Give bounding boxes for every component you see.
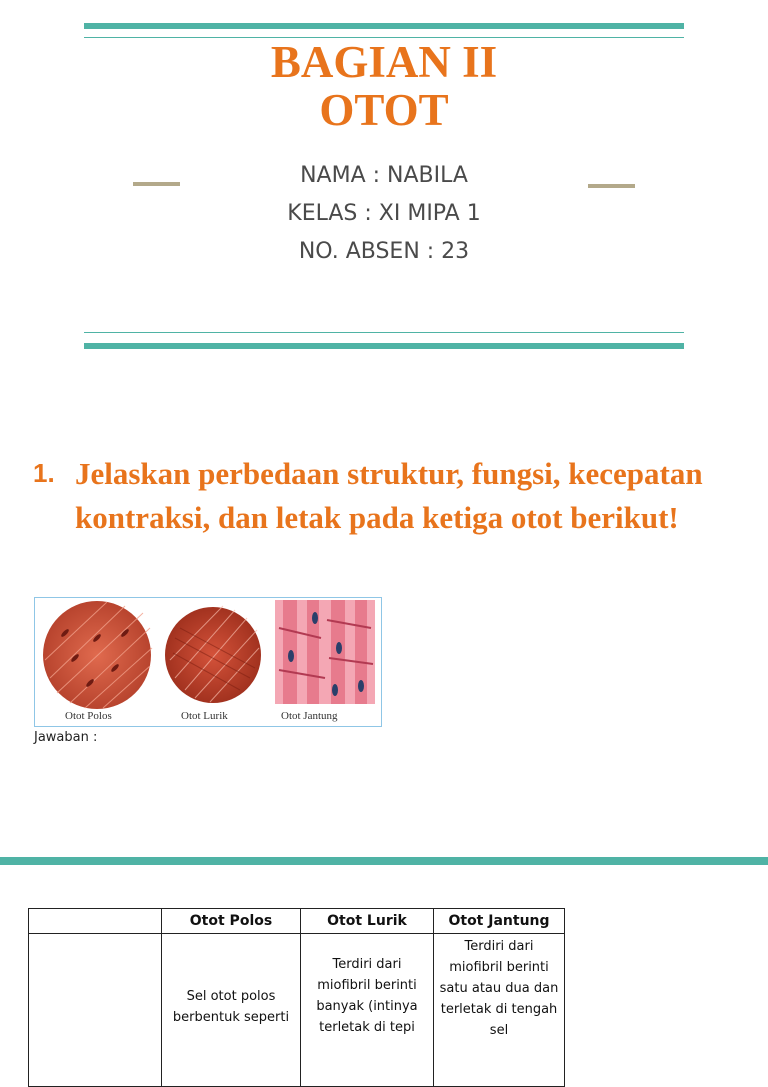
- comparison-table: [28, 908, 565, 1087]
- question-number: 1.: [33, 458, 55, 488]
- table-cell-otot-polos-text: Sel otot polos berbentuk seperti: [172, 989, 290, 1025]
- answer-label: Jawaban :: [34, 730, 98, 745]
- header-rule-bottom-thick: [84, 343, 684, 349]
- header-rule-bottom-thin: [84, 332, 684, 333]
- page-title-line1: BAGIAN II: [270, 37, 498, 87]
- caption-otot-lurik: Otot Lurik: [181, 710, 228, 722]
- student-name: NAMA : NABILA: [300, 163, 468, 188]
- table-header-empty: [29, 909, 162, 934]
- muscle-illustration: [35, 598, 381, 710]
- page-title-line2: OTOT: [319, 85, 449, 135]
- table-row: [29, 934, 565, 1087]
- caption-otot-polos: Otot Polos: [65, 710, 112, 722]
- cardiac-muscle-image: [275, 600, 375, 704]
- table-cell-otot-polos: [162, 934, 301, 1087]
- table-cell-otot-lurik-text: Terdiri dari miofibril berinti banyak (intinya terletak di tepi: [316, 957, 418, 1035]
- table-cell-label: [29, 934, 162, 1087]
- skeletal-muscle-image: [165, 606, 261, 703]
- caption-otot-jantung: Otot Jantung: [281, 710, 338, 722]
- header-rule-top-thick: [84, 23, 684, 29]
- table-header-otot-polos: Otot Polos: [162, 909, 301, 934]
- student-class: KELAS : XI MIPA 1: [287, 201, 481, 226]
- muscle-types-figure: [34, 597, 382, 727]
- section-divider: [0, 857, 768, 865]
- question-text: Jelaskan perbedaan struktur, fungsi, kecepatan kontraksi, dan letak pada ketiga otot berikut!: [75, 456, 703, 535]
- table-header-row: [29, 909, 565, 934]
- smooth-muscle-image: [43, 601, 152, 709]
- student-number: NO. ABSEN : 23: [298, 239, 470, 264]
- table-cell-otot-lurik: [301, 934, 434, 1087]
- table-cell-otot-jantung: Terdiri dari miofibril berinti satu atau dua dan terletak di tengah sel: [434, 934, 565, 1087]
- table-header-otot-lurik: Otot Lurik: [301, 909, 434, 934]
- table-header-otot-jantung: Otot Jantung: [434, 909, 565, 934]
